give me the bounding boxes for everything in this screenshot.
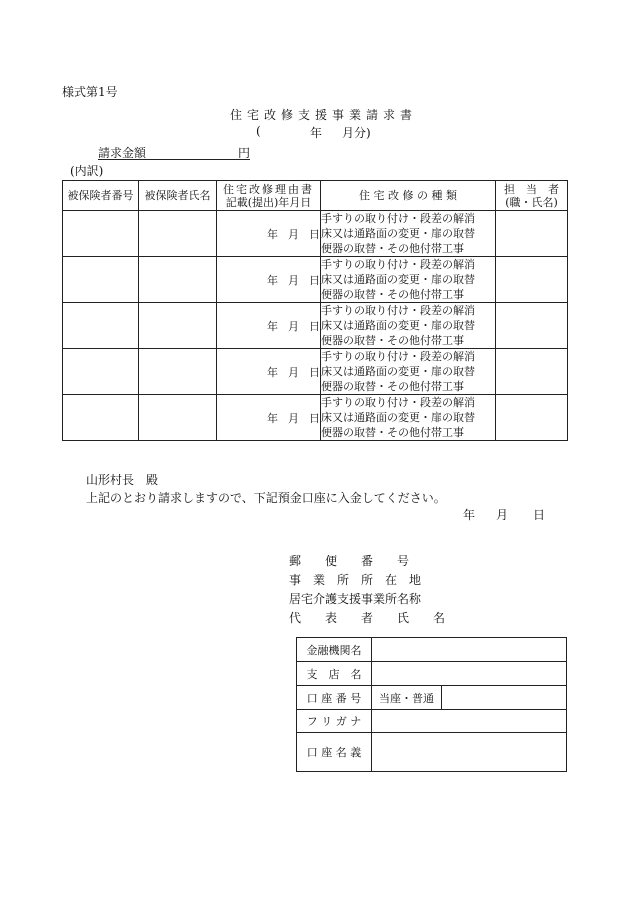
date-day: 日	[309, 411, 320, 425]
period-open: (	[256, 124, 261, 138]
cell-date[interactable]	[217, 257, 321, 303]
cell-staff[interactable]	[496, 211, 568, 257]
period-month: 月分)	[342, 126, 371, 140]
date-month: 月	[288, 273, 299, 287]
cell-insured-name[interactable]	[139, 395, 217, 441]
cell-insured-name[interactable]	[139, 257, 217, 303]
sender-postal-code: 郵 便 番 号	[289, 554, 410, 568]
date-year: 年	[267, 411, 278, 425]
bank-account-type[interactable]: 当座・普通	[372, 686, 442, 710]
sender-office-name: 居宅介護支援事業所名称	[289, 592, 422, 606]
period-year: 年	[310, 126, 323, 140]
table-row	[63, 349, 568, 395]
kind-line: 手すりの取り付け・段差の解消	[321, 304, 475, 317]
cell-insured-number[interactable]	[63, 349, 139, 395]
bank-row	[297, 686, 567, 710]
bank-row	[297, 733, 567, 772]
bank-institution-field[interactable]	[372, 638, 567, 662]
header-insured-name: 被保険者氏名	[139, 181, 217, 211]
period	[256, 124, 371, 140]
request-date-month: 月	[496, 508, 509, 522]
sender-representative: 代 表 者 氏 名	[289, 611, 446, 625]
cell-staff[interactable]	[496, 257, 568, 303]
kind-line: 手すりの取り付け・段差の解消	[321, 258, 475, 271]
table-row	[63, 211, 568, 257]
cell-kinds[interactable]	[321, 349, 496, 395]
cell-insured-name[interactable]	[139, 349, 217, 395]
date-year: 年	[267, 319, 278, 333]
bank-row	[297, 710, 567, 733]
kind-line: 床又は通路面の変更・扉の取替	[321, 411, 475, 424]
claim-amount	[98, 144, 250, 160]
bank-account-number-field[interactable]	[442, 686, 567, 710]
kind-line: 便器の取替・その他付帯工事	[321, 288, 464, 301]
kind-line: 床又は通路面の変更・扉の取替	[321, 227, 475, 240]
request-date-year: 年	[463, 508, 476, 522]
cell-insured-number[interactable]	[63, 257, 139, 303]
date-year: 年	[267, 273, 278, 287]
header-date-line2: 記載(提出)年月日	[225, 195, 312, 209]
header-date-line1: 住宅改修理由書	[223, 182, 314, 196]
kind-line: 便器の取替・その他付帯工事	[321, 426, 464, 439]
cell-kinds[interactable]	[321, 257, 496, 303]
date-month: 月	[288, 411, 299, 425]
breakdown-label: (内訳)	[70, 164, 104, 178]
header-staff	[496, 181, 568, 211]
header-date	[217, 181, 321, 211]
bank-furigana-label: フ リ ガ ナ	[297, 710, 372, 733]
kind-line: 便器の取替・その他付帯工事	[321, 380, 464, 393]
kind-line: 床又は通路面の変更・扉の取替	[321, 273, 475, 286]
cell-insured-number[interactable]	[63, 211, 139, 257]
cell-date[interactable]	[217, 211, 321, 257]
cell-staff[interactable]	[496, 349, 568, 395]
date-month: 月	[288, 365, 299, 379]
cell-insured-number[interactable]	[63, 303, 139, 349]
cell-date[interactable]	[217, 303, 321, 349]
request-date	[463, 506, 546, 523]
table-row	[63, 257, 568, 303]
cell-staff[interactable]	[496, 303, 568, 349]
bank-row	[297, 662, 567, 686]
bank-account-table	[296, 637, 567, 772]
bank-institution-label: 金融機関名	[297, 638, 372, 662]
date-day: 日	[309, 365, 320, 379]
header-insured-number: 被保険者番号	[63, 181, 139, 211]
addressee: 山形村長 殿	[86, 473, 159, 487]
sender-address: 事 業 所 所 在 地	[289, 573, 422, 587]
date-month: 月	[288, 227, 299, 241]
bank-branch-field[interactable]	[372, 662, 567, 686]
cell-insured-number[interactable]	[63, 395, 139, 441]
bank-branch-label: 支 店 名	[297, 662, 372, 686]
page-title: 住宅改修支援事業請求書	[230, 108, 418, 122]
request-text: 上記のとおり請求しますので、下記預金口座に入金してください。	[86, 491, 446, 505]
cell-kinds[interactable]	[321, 395, 496, 441]
date-day: 日	[309, 273, 320, 287]
form-number: 様式第1号	[62, 85, 118, 99]
cell-kinds[interactable]	[321, 303, 496, 349]
cell-insured-name[interactable]	[139, 211, 217, 257]
kind-line: 床又は通路面の変更・扉の取替	[321, 365, 475, 378]
table-row	[63, 303, 568, 349]
cell-insured-name[interactable]	[139, 303, 217, 349]
kind-line: 床又は通路面の変更・扉の取替	[321, 319, 475, 332]
claim-amount-unit: 円	[238, 146, 251, 160]
date-year: 年	[267, 227, 278, 241]
bank-holder-field[interactable]	[372, 733, 567, 772]
kind-line: 手すりの取り付け・段差の解消	[321, 350, 475, 363]
cell-date[interactable]	[217, 395, 321, 441]
kind-line: 便器の取替・その他付帯工事	[321, 242, 464, 255]
kind-line: 手すりの取り付け・段差の解消	[321, 396, 475, 409]
date-day: 日	[309, 319, 320, 333]
date-year: 年	[267, 365, 278, 379]
claim-breakdown-table	[62, 180, 568, 441]
claim-amount-label: 請求金額	[98, 146, 147, 160]
bank-furigana-field[interactable]	[372, 710, 567, 733]
cell-staff[interactable]	[496, 395, 568, 441]
bank-row	[297, 638, 567, 662]
date-month: 月	[288, 319, 299, 333]
kind-line: 手すりの取り付け・段差の解消	[321, 212, 475, 225]
header-kind: 住 宅 改 修 の 種 類	[321, 181, 496, 211]
table-header-row	[63, 181, 568, 211]
cell-date[interactable]	[217, 349, 321, 395]
header-staff-line1: 担 当 者	[504, 182, 559, 196]
cell-kinds[interactable]	[321, 211, 496, 257]
bank-account-number-label: 口 座 番 号	[297, 686, 372, 710]
table-row	[63, 395, 568, 441]
request-date-day: 日	[533, 508, 546, 522]
header-staff-line2: (職・氏名)	[505, 195, 558, 209]
date-day: 日	[309, 227, 320, 241]
bank-holder-label: 口 座 名 義	[297, 733, 372, 772]
kind-line: 便器の取替・その他付帯工事	[321, 334, 464, 347]
